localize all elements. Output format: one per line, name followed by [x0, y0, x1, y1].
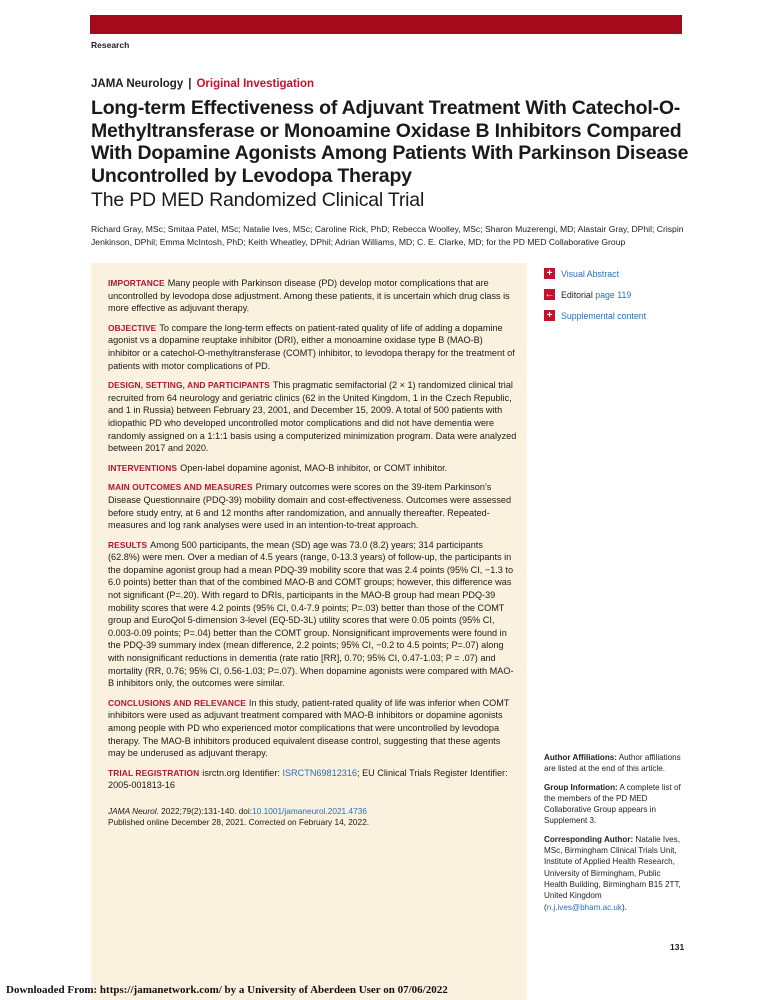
- abstract-conclusions: [108, 697, 517, 760]
- journal-name: JAMA Neurology: [91, 78, 184, 90]
- section-label: Research: [91, 40, 130, 50]
- plus-icon: +: [544, 268, 555, 279]
- citation-block: [108, 806, 517, 829]
- abstract-heading: OBJECTIVE: [108, 322, 157, 333]
- group-information: [544, 782, 684, 827]
- author-affiliations: [544, 752, 684, 775]
- corresponding-end: ).: [621, 902, 627, 912]
- article-title: Long-term Effectiveness of Adjuvant Treatment With Catechol-O-Methyltransferase or Monoamine Oxidase B Inhibitors Compared With Dopamine Agonists Among Patients With Parkinson Disease Uncontrolled by Levodopa Therapy: [91, 97, 689, 187]
- affiliations-text: Author affiliations are listed at the end of this article.: [544, 753, 681, 774]
- article-subtitle: The PD MED Randomized Clinical Trial: [91, 189, 425, 211]
- corresponding-label: Corresponding Author:: [544, 834, 634, 844]
- journal-header-bar: [90, 15, 682, 34]
- publication-date: Published online December 28, 2021. Corrected on February 14, 2022.: [108, 817, 370, 828]
- supplemental-label: Supplemental content: [561, 310, 647, 321]
- citation-details: 2022;79(2):131-140. doi:: [158, 805, 253, 816]
- affiliations-label: Author Affiliations:: [544, 753, 617, 762]
- journal-separator: |: [188, 78, 192, 90]
- abstract-results: [108, 539, 517, 690]
- abstract-heading: CONCLUSIONS AND RELEVANCE: [108, 697, 246, 708]
- editorial-label: Editorial: [561, 289, 593, 300]
- abstract-heading: IMPORTANCE: [108, 278, 165, 288]
- abstract-importance: [108, 277, 517, 315]
- group-label: Group Information:: [544, 782, 618, 792]
- abstract-heading: TRIAL REGISTRATION: [108, 767, 200, 778]
- abstract-heading: RESULTS: [108, 539, 148, 550]
- visual-abstract-label: Visual Abstract: [561, 268, 620, 279]
- abstract-heading: INTERVENTIONS: [108, 462, 178, 473]
- page-number: 131: [670, 942, 685, 952]
- abstract-box: [91, 263, 527, 1000]
- supplemental-content-link[interactable]: [544, 305, 684, 326]
- editorial-page: page 119: [595, 289, 632, 300]
- abstract-registration: [108, 767, 517, 792]
- arrow-left-icon: ←: [544, 289, 555, 300]
- corresponding-email-link[interactable]: n.j.ives@bham.ac.uk: [546, 902, 622, 912]
- plus-icon: +: [544, 310, 555, 321]
- sidebar-links: [544, 263, 684, 326]
- sidebar-notes: [544, 752, 684, 920]
- corresponding-author: [544, 834, 684, 913]
- group-text: A complete list of the members of the PD MED Collaborative Group appears in Supplement 3.: [544, 782, 681, 826]
- author-list: Richard Gray, MSc; Smitaa Patel, MSc; Natalie Ives, MSc; Caroline Rick, PhD; Rebecca Woolley, MSc; Sharon Muzerengi, MD; Alastair Gray, DPhil; Crispin Jenkinson, DPhil; Emma McIntosh, PhD; Keith Wheatley, DPhil; Adrian Williams, MD; C. E. Clarke, MD; for the PD MED Collaborative Group: [91, 224, 684, 247]
- abstract-design: [108, 379, 517, 455]
- abstract-text: Open-label dopamine agonist, MAO-B inhibitor, or COMT inhibitor.: [180, 462, 448, 473]
- download-notice: Downloaded From: https://jamanetwork.com/ by a University of Aberdeen User on 07/06/2022: [6, 984, 448, 996]
- abstract-heading: DESIGN, SETTING, AND PARTICIPANTS: [108, 380, 270, 391]
- abstract-objective: [108, 322, 517, 372]
- isrctn-link[interactable]: ISRCTN69812316: [282, 767, 358, 778]
- editorial-link[interactable]: [544, 284, 684, 305]
- abstract-outcomes: [108, 481, 517, 531]
- doi-link[interactable]: 10.1001/jamaneurol.2021.4736: [252, 805, 367, 816]
- registration-suffix: ; EU Clinical Trials Register Identifier: 2005-001813-16: [108, 767, 508, 791]
- registration-prefix: isrctn.org Identifier:: [202, 767, 283, 778]
- citation-journal: JAMA Neurol.: [108, 805, 159, 816]
- abstract-heading: MAIN OUTCOMES AND MEASURES: [108, 482, 253, 493]
- abstract-text: Primary outcomes were scores on the 39-item Parkinson’s Disease Questionnaire (PDQ-39) mobility domain and cost-effectiveness. Outcomes were assessed before study entry, at 6 and 12 months after randomization, and annually thereafter. Repeated-measures and log rank analyses were used in an intention-to-treat approach.: [108, 482, 512, 531]
- corresponding-text: Natalie Ives, MSc, Birmingham Clinical Trials Unit, Institute of Applied Health Research, University of Birmingham, Public Health Building, Birmingham B15 2TT, United Kingdom (: [544, 834, 681, 912]
- abstract-text: Many people with Parkinson disease (PD) develop motor complications that are uncontrolled by levodopa dose adjustment. Among these patients, it is uncertain which drug class is more effective as adjuvant therapy.: [108, 278, 510, 314]
- abstract-text: Among 500 participants, the mean (SD) age was 73.0 (8.2) years; 314 participants (62.8%) were men. Over a median of 4.5 years (range, 0-13.3 years) of follow-up, the participants in the dopamine agonist group had a mean PDQ-39 mobility score that was 2.4 points (95% CI, −1.3 to 6.0 points) better than that of the combined MAO-B and COMT groups; however, this difference was not significant (P=.20). With regard to DRIs, participants in the MAO-B group had mean PDQ-39 mobility scores that were 4.2 points (95% CI, 0.4-7.9 points; P=.03) better than those of the COMT group and EuroQol 5-dimension 3-level (EQ-5D-3L) utility scores that were 0.05 points (95% CI, 0.003-0.09 points; P=.04) better than the COMT group. Nonsignificant improvements were found in the PDQ-39 summary index (mean difference, 2.2 points; 95% CI, −0.2 to 4.5 points; P=.07) along with nonsignificant reductions in dementia (rate ratio [RR], 0.70; 95% CI, 0.47-1.03; P = .07) and mortality (RR, 0.76; 95% CI, 0.56-1.03; P=.07). When dopamine agonists were compared with MAO-B inhibitors only, the outcomes were similar.: [108, 539, 514, 689]
- abstract-interventions: [108, 462, 517, 475]
- abstract-text: To compare the long-term effects on patient-rated quality of life of adding a dopamine agonist vs a dopamine reuptake inhibitor (DRI), either a monoamine oxidase type B (MAO-B) inhibitor or a catechol-O-methyltransferase (COMT) inhibitor, to levodopa therapy for the treatment of patients with motor complications of PD.: [108, 322, 515, 371]
- journal-line: [91, 78, 314, 90]
- visual-abstract-link[interactable]: [544, 263, 684, 284]
- abstract-text: In this study, patient-rated quality of life was inferior when COMT inhibitors were used as adjuvant treatment compared with MAO-B inhibitors or dopamine agonists among people with PD who experienced motor complications that were uncontrolled by levodopa therapy. The MAO-B inhibitors produced equivalent disease control, suggesting that these agents may be underused as adjuvant therapy.: [108, 697, 510, 759]
- abstract-text: This pragmatic semifactorial (2 × 1) randomized clinical trial recruited from 64 neurology and geriatric clinics (62 in the United Kingdom, 1 in the Czech Republic, and 1 in Russia) between February 23, 2001, and December 15, 2009. A total of 500 patients with idiopathic PD who developed uncontrolled motor complications and did not have dementia were randomly assigned on a 1:1:1 basis using a computerized minimization program. Data were analyzed between 2017 and 2020.: [108, 380, 517, 454]
- article-type: Original Investigation: [196, 78, 315, 90]
